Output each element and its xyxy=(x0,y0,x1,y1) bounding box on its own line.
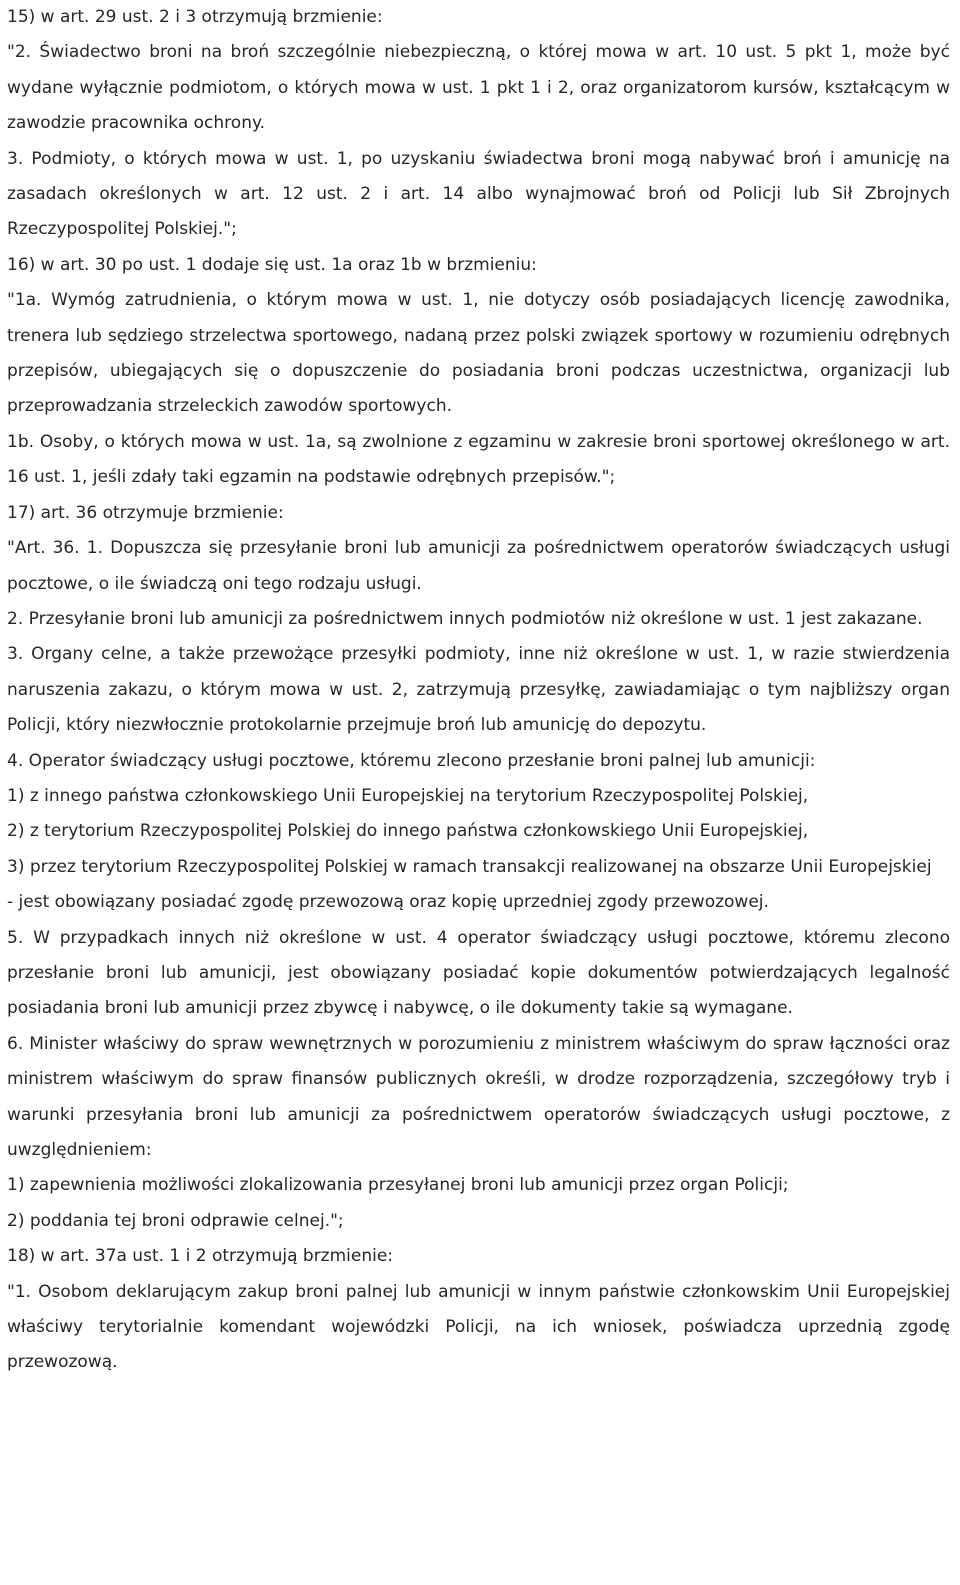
paragraph: - jest obowiązany posiadać zgodę przewozową oraz kopię uprzedniej zgody przewozowej. xyxy=(7,892,769,913)
paragraph: 5. W przypadkach innych niż określone w ust. 4 operator świadczący usługi pocztowe, któremu zlecono przesłanie broni lub amunicji, jest obowiązany posiadać kopie dokumentów potwierdzających legalność posiadania broni lub amunicji przez zbywcę i nabywcę, o ile dokumenty takie są wymagane. xyxy=(7,927,950,1019)
paragraph: 1b. Osoby, o których mowa w ust. 1a, są zwolnione z egzaminu w zakresie broni sportowej określonego w art. 16 ust. 1, jeśli zdały taki egzamin na podstawie odrębnych przepisów."; xyxy=(7,431,950,488)
paragraph: 3. Organy celne, a także przewożące przesyłki podmioty, inne niż określone w ust. 1, w razie stwierdzenia naruszenia zakazu, o którym mowa w ust. 2, zatrzymują przesyłkę, zawiadamiając o tym najbliższy organ Policji, który niezwłocznie protokolarnie przejmuje broń lub amunicję do depozytu. xyxy=(7,644,950,736)
paragraph: 15) w art. 29 ust. 2 i 3 otrzymują brzmienie: xyxy=(7,7,383,27)
paragraph: 4. Operator świadczący usługi pocztowe, któremu zlecono przesłanie broni palnej lub amunicji: xyxy=(7,750,816,771)
paragraph: 3) przez terytorium Rzeczypospolitej Polskiej w ramach transakcji realizowanej na obszarze Unii Europejskiej xyxy=(7,856,932,877)
paragraph: 17) art. 36 otrzymuje brzmienie: xyxy=(7,502,284,523)
paragraph: "2. Świadectwo broni na broń szczególnie niebezpieczną, o której mowa w art. 10 ust. 5 pkt 1, może być wydane wyłącznie podmiotom, o których mowa w ust. 1 pkt 1 i 2, oraz organizatorom kursów, kształcącym w zawodzie pracownika ochrony. xyxy=(7,42,950,134)
paragraph: 3. Podmioty, o których mowa w ust. 1, po uzyskaniu świadectwa broni mogą nabywać broń i amunicję na zasadach określonych w art. 12 ust. 2 i art. 14 albo wynajmować broń od Policji lub Sił Zbrojnych Rzeczypospolitej Polskiej."; xyxy=(7,148,950,240)
paragraph: 18) w art. 37a ust. 1 i 2 otrzymują brzmienie: xyxy=(7,1246,394,1267)
paragraph: 1) z innego państwa członkowskiego Unii Europejskiej na terytorium Rzeczypospolitej Polskiej, xyxy=(7,785,809,806)
paragraph: 2) poddania tej broni odprawie celnej."; xyxy=(7,1210,344,1231)
paragraph: "1. Osobom deklarującym zakup broni palnej lub amunicji w innym państwie członkowskim Unii Europejskiej właściwy terytorialnie komendant wojewódzki Policji, na ich wniosek, poświadcza uprzednią zgodę przewozową. xyxy=(7,1281,950,1373)
paragraph: "1a. Wymóg zatrudnienia, o którym mowa w ust. 1, nie dotyczy osób posiadających licencję zawodnika, trenera lub sędziego strzelectwa sportowego, nadaną przez polski związek sportowy w rozumieniu odrębnych przepisów, ubiegających się o dopuszczenie do posiadania broni podczas uczestnictwa, organizacji lub przeprowadzania strzeleckich zawodów sportowych. xyxy=(7,290,950,417)
paragraph: "Art. 36. 1. Dopuszcza się przesyłanie broni lub amunicji za pośrednictwem operatorów świadczących usługi pocztowe, o ile świadczą oni tego rodzaju usługi. xyxy=(7,538,950,594)
document-body xyxy=(7,0,950,1381)
paragraph: 16) w art. 30 po ust. 1 dodaje się ust. 1a oraz 1b w brzmieniu: xyxy=(7,254,537,275)
paragraph: 2) z terytorium Rzeczypospolitej Polskiej do innego państwa członkowskiego Unii Europejskiej, xyxy=(7,821,809,842)
paragraph: 1) zapewnienia możliwości zlokalizowania przesyłanej broni lub amunicji przez organ Policji; xyxy=(7,1175,789,1196)
paragraph: 2. Przesyłanie broni lub amunicji za pośrednictwem innych podmiotów niż określone w ust. 1 jest zakazane. xyxy=(7,608,923,629)
paragraph: 6. Minister właściwy do spraw wewnętrznych w porozumieniu z ministrem właściwym do spraw łączności oraz ministrem właściwym do spraw finansów publicznych określi, w drodze rozporządzenia, szczegółowy tryb i warunki przesyłania broni lub amunicji za pośrednictwem operatorów świadczących usługi pocztowe, z uwzględnieniem: xyxy=(7,1033,950,1160)
